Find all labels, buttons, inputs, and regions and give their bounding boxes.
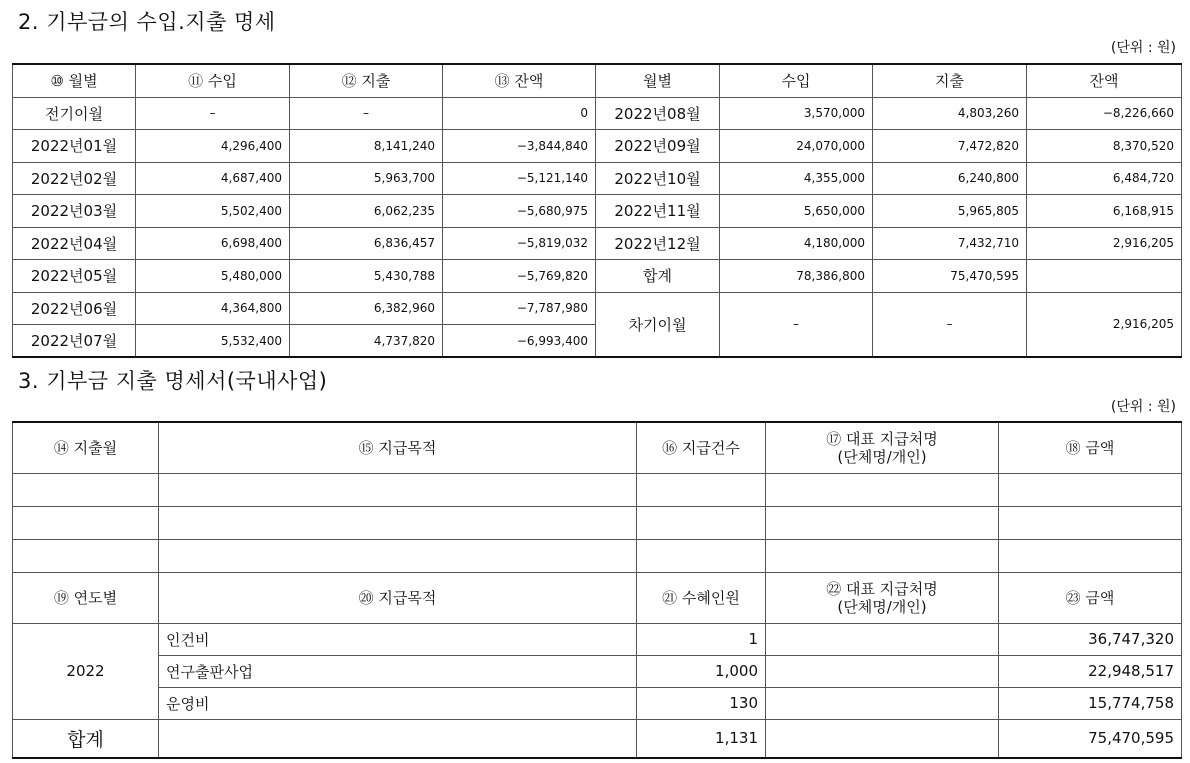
row-expense: 6,836,457 [290,227,443,260]
row-expense: 6,062,235 [290,195,443,228]
year-cell: 2022 [13,623,159,719]
table-row [13,227,1182,260]
table-row [13,687,1182,719]
table-row [13,623,1182,655]
header-beneficiaries: ㉑ 수혜인원 [637,572,766,623]
row-balance: −6,993,400 [443,325,596,358]
row-beneficiaries: 130 [637,687,766,719]
table-header-row [13,572,1182,623]
row-expense-right: 4,803,260 [873,97,1027,130]
row-month: 전기이월 [13,97,136,130]
total-balance [1027,260,1182,293]
total-income: 78,386,800 [720,260,873,293]
row-month: 2022년01월 [13,130,136,163]
header-income-right: 수입 [720,64,873,97]
row-expense: 8,141,240 [290,130,443,163]
row-income: 4,296,400 [136,130,290,163]
header-month-right: 월별 [596,64,720,97]
row-income: 6,698,400 [136,227,290,260]
section3-title: 3. 기부금 지출 명세서(국내사업) [18,369,328,393]
row-expense-right: 5,965,805 [873,195,1027,228]
header-expense-month: ⑭ 지출월 [13,422,159,473]
row-income: 4,364,800 [136,292,290,325]
row-balance-right: 2,916,205 [1027,227,1182,260]
row-month-right: 2022년08월 [596,97,720,130]
row-purpose: 운영비 [159,687,637,719]
income-expense-table [12,63,1182,358]
header-payee [766,572,999,623]
row-income: 5,532,400 [136,325,290,358]
total-payee [766,719,999,758]
row-income-right: 5,650,000 [720,195,873,228]
row-expense: 6,382,960 [290,292,443,325]
row-balance-right: 6,168,915 [1027,195,1182,228]
row-balance-right: −8,226,660 [1027,97,1182,130]
total-row [13,719,1182,758]
carryover-label: 차기이월 [596,292,720,357]
header-balance-right: 잔액 [1027,64,1182,97]
carryover-expense: – [873,292,1027,357]
header-expense-right: 지출 [873,64,1027,97]
header-payee [766,422,999,473]
carryover-income: – [720,292,873,357]
empty-row [13,506,1182,539]
row-month: 2022년02월 [13,162,136,195]
table-row [13,195,1182,228]
expenditure-table [12,421,1182,759]
table-row [13,130,1182,163]
row-amount: 36,747,320 [999,623,1182,655]
row-income-right: 3,570,000 [720,97,873,130]
row-income: 5,480,000 [136,260,290,293]
row-amount: 22,948,517 [999,655,1182,687]
row-month-right: 2022년11월 [596,195,720,228]
table-row [13,655,1182,687]
section2-unit: (단위 : 원) [1110,40,1176,56]
row-balance-right: 8,370,520 [1027,130,1182,163]
total-expense: 75,470,595 [873,260,1027,293]
row-balance: −5,819,032 [443,227,596,260]
row-balance-right: 6,484,720 [1027,162,1182,195]
row-income-right: 24,070,000 [720,130,873,163]
row-income-right: 4,180,000 [720,227,873,260]
table-header-row [13,64,1182,97]
row-expense: – [290,97,443,130]
row-income: – [136,97,290,130]
header-purpose: ⑮ 지급목적 [159,422,637,473]
total-purpose [159,719,637,758]
row-month: 2022년03월 [13,195,136,228]
row-expense: 5,430,788 [290,260,443,293]
section3-unit: (단위 : 원) [1110,399,1176,415]
row-payee [766,655,999,687]
row-month: 2022년04월 [13,227,136,260]
row-balance: −7,787,980 [443,292,596,325]
row-payee [766,687,999,719]
header-payee-line1: ⑰ 대표 지급처명 [826,429,938,448]
row-balance: −5,680,975 [443,195,596,228]
row-beneficiaries: 1,000 [637,655,766,687]
total-label: 합계 [596,260,720,293]
row-expense: 5,963,700 [290,162,443,195]
row-income: 4,687,400 [136,162,290,195]
section2-title: 2. 기부금의 수입.지출 명세 [18,10,276,34]
row-income: 5,502,400 [136,195,290,228]
total-label: 합계 [13,719,159,758]
carryover-balance: 2,916,205 [1027,292,1182,357]
header-income: ⑪ 수입 [136,64,290,97]
row-purpose: 연구출판사업 [159,655,637,687]
row-expense-right: 7,432,710 [873,227,1027,260]
row-balance: −5,769,820 [443,260,596,293]
row-purpose: 인건비 [159,623,637,655]
row-balance: −5,121,140 [443,162,596,195]
header-amount: ㉓ 금액 [999,572,1182,623]
table-header-row [13,422,1182,473]
total-beneficiaries: 1,131 [637,719,766,758]
row-expense-right: 7,472,820 [873,130,1027,163]
table-row [13,292,1182,325]
header-payee-line1: ㉒ 대표 지급처명 [826,579,938,598]
empty-row [13,539,1182,572]
row-balance: −3,844,840 [443,130,596,163]
row-month-right: 2022년12월 [596,227,720,260]
empty-row [13,473,1182,506]
header-expense: ⑫ 지출 [290,64,443,97]
row-beneficiaries: 1 [637,623,766,655]
row-balance: 0 [443,97,596,130]
row-month: 2022년05월 [13,260,136,293]
row-month: 2022년06월 [13,292,136,325]
row-income-right: 4,355,000 [720,162,873,195]
header-year: ⑲ 연도별 [13,572,159,623]
header-balance: ⑬ 잔액 [443,64,596,97]
header-purpose: ⑳ 지급목적 [159,572,637,623]
header-payment-count: ⑯ 지급건수 [637,422,766,473]
table-row [13,162,1182,195]
header-amount: ⑱ 금액 [999,422,1182,473]
row-month-right: 2022년10월 [596,162,720,195]
row-expense: 4,737,820 [290,325,443,358]
table-row [13,97,1182,130]
header-payee-line2: (단체명/개인) [837,597,927,616]
row-amount: 15,774,758 [999,687,1182,719]
row-payee [766,623,999,655]
row-month: 2022년07월 [13,325,136,358]
header-payee-line2: (단체명/개인) [837,447,927,466]
header-month: ⑩ 월별 [13,64,136,97]
row-expense-right: 6,240,800 [873,162,1027,195]
total-amount: 75,470,595 [999,719,1182,758]
row-month-right: 2022년09월 [596,130,720,163]
table-row [13,260,1182,293]
